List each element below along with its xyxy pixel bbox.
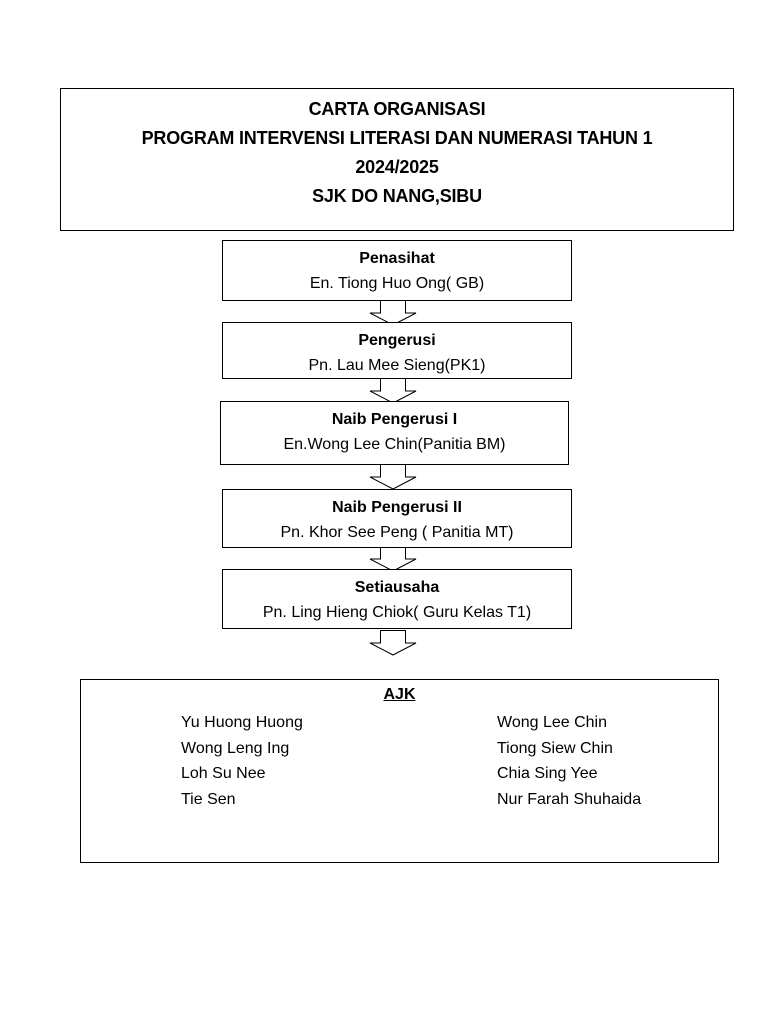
ajk-member: Chia Sing Yee — [497, 765, 598, 782]
role-box-penasihat — [222, 240, 572, 301]
role-title: Naib Pengerusi I — [331, 411, 458, 428]
ajk-left-column — [181, 710, 303, 812]
ajk-committee-box — [80, 679, 719, 863]
title-heading: CARTA ORGANISASI — [308, 99, 486, 119]
role-title: Pengerusi — [358, 332, 436, 349]
ajk-member: Tiong Siew Chin — [497, 739, 613, 757]
program-title: PROGRAM INTERVENSI LITERASI DAN NUMERASI TAHUN 1 — [141, 128, 653, 148]
role-title: Penasihat — [359, 250, 435, 267]
role-title: Naib Pengerusi II — [332, 499, 462, 516]
role-title: Setiausaha — [354, 579, 440, 596]
role-box-naib-pengerusi-1 — [220, 401, 569, 465]
ajk-right-column — [497, 710, 641, 812]
arrow-down-icon — [368, 464, 418, 490]
ajk-member: Wong Lee Chin — [497, 714, 607, 731]
role-name: Pn. Khor See Peng ( Panitia MT) — [280, 524, 514, 541]
ajk-heading: AJK — [383, 686, 416, 703]
role-box-pengerusi — [222, 322, 572, 379]
ajk-member: Loh Su Nee — [181, 765, 266, 782]
role-name: En.Wong Lee Chin(Panitia BM) — [283, 436, 506, 453]
school-name: SJK DO NANG,SIBU — [312, 186, 482, 206]
role-name: Pn. Ling Hieng Chiok( Guru Kelas T1) — [262, 604, 532, 621]
year-label: 2024/2025 — [355, 157, 439, 177]
role-name: En. Tiong Huo Ong( GB) — [309, 275, 485, 292]
chart-title-box — [60, 88, 734, 231]
role-name: Pn. Lau Mee Sieng(PK1) — [308, 357, 486, 374]
ajk-member: Wong Leng Ing — [181, 739, 290, 757]
ajk-member: Nur Farah Shuhaida — [497, 790, 642, 808]
role-box-naib-pengerusi-2 — [222, 489, 572, 548]
role-box-setiausaha — [222, 569, 572, 629]
ajk-member: Tie Sen — [181, 790, 236, 808]
ajk-member: Yu Huong Huong — [181, 714, 303, 731]
arrow-down-icon — [368, 630, 418, 656]
